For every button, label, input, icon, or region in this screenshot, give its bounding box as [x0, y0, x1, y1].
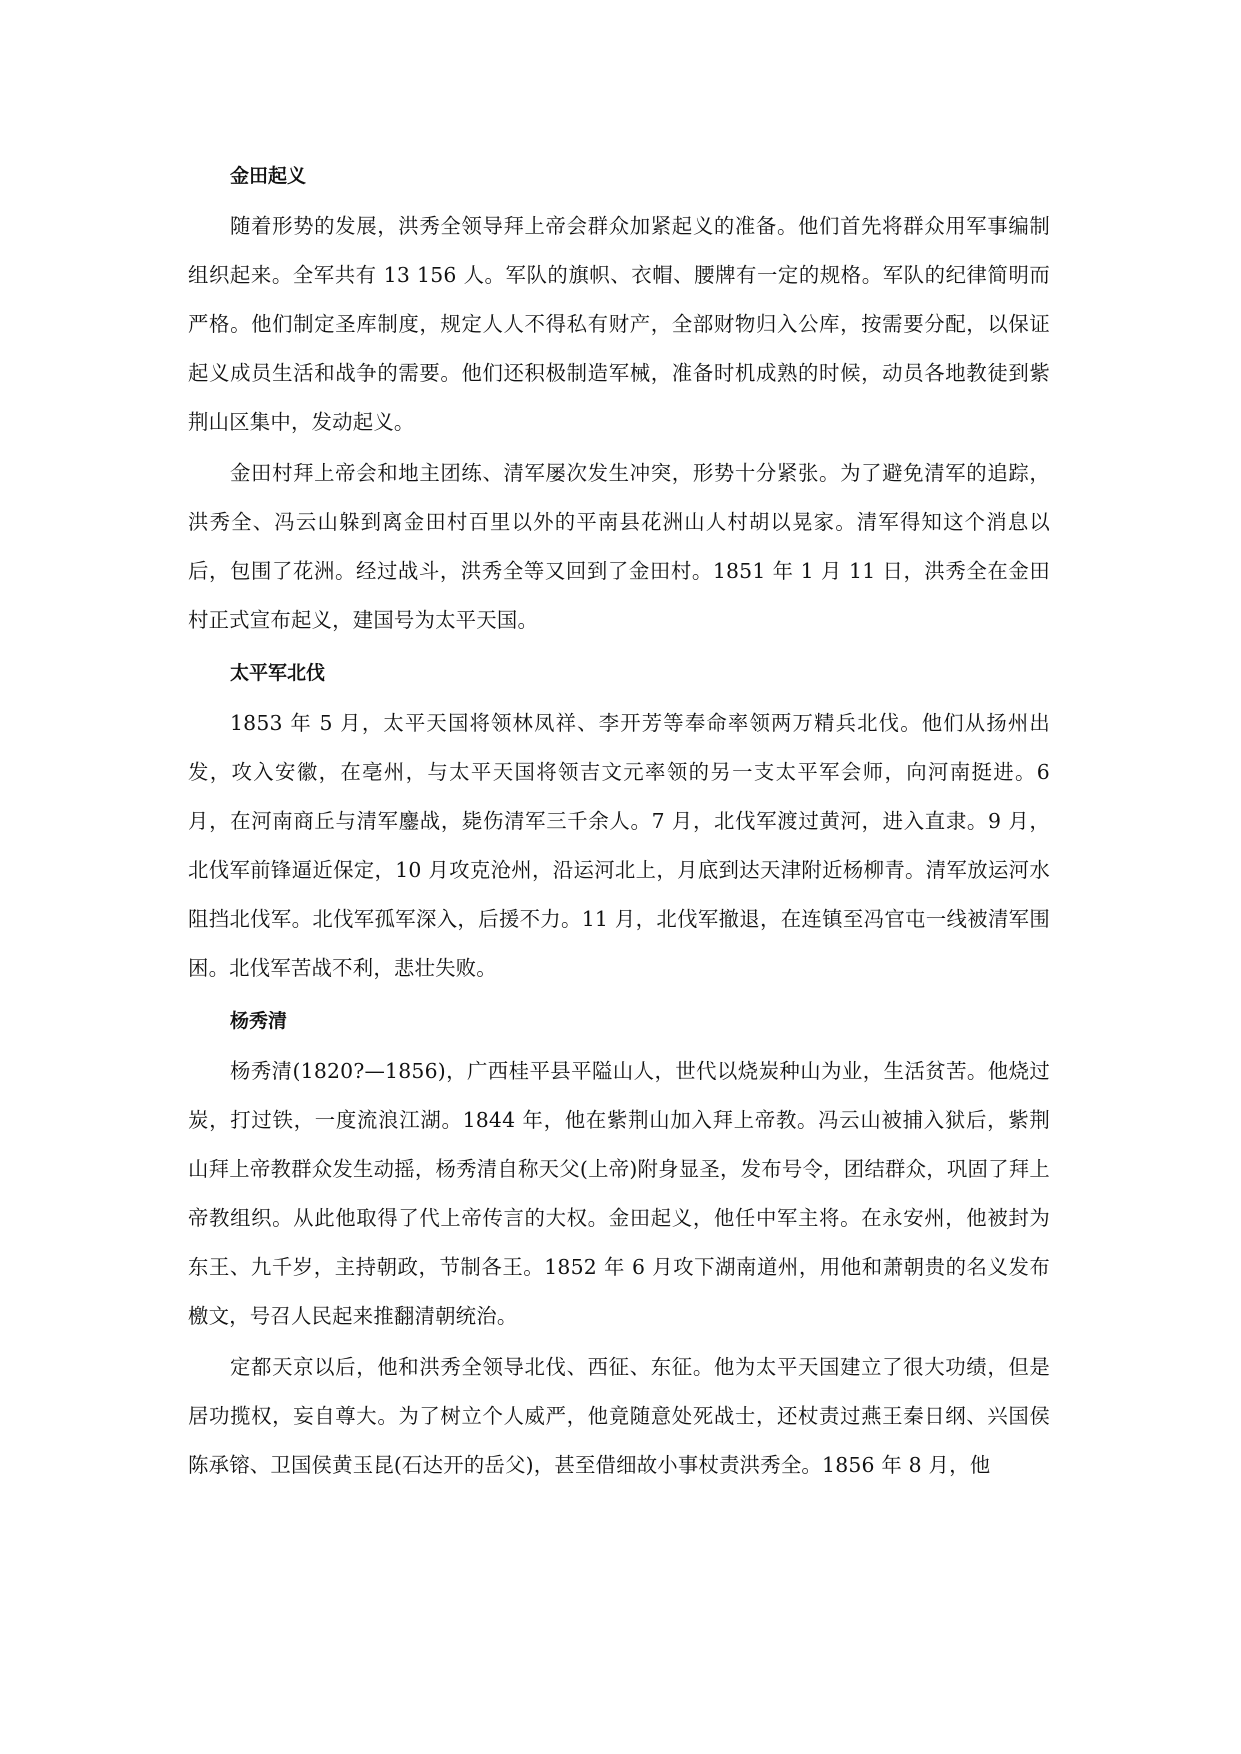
section-heading-yang-xiuqing: 杨秀清 [230, 1010, 288, 1032]
paragraph-jintian-preparation: 随着形势的发展，洪秀全领导拜上帝会群众加紧起义的准备。他们首先将群众用军事编制组织起来。全军共有 13 156 人。军队的旗帜、衣帽、腰牌有一定的规格。军队的纪律简明而严格。他们制定圣库制度，规定人人不得私有财产，全部财物归入公库，按需要分配，以保证起义成员生活和战争的需要。他们还积极制造军械，准备时机成熟的时候，动员各地教徒到紫荆山区集中，发动起义。 [188, 214, 1050, 434]
paragraph-jintian-conflict: 金田村拜上帝会和地主团练、清军屡次发生冲突，形势十分紧张。为了避免清军的追踪，洪秀全、冯云山躲到离金田村百里以外的平南县花洲山人村胡以晃家。清军得知这个消息以后，包围了花洲。经过战斗，洪秀全等又回到了金田村。1851 年 1 月 11 日，洪秀全在金田村正式宣布起义，建国号为太平天国。 [188, 461, 1050, 632]
paragraph-yang-xiuqing-biography: 杨秀清(1820?—1856)，广西桂平县平隘山人，世代以烧炭种山为业，生活贫苦。他烧过炭，打过铁，一度流浪江湖。1844 年，他在紫荆山加入拜上帝教。冯云山被捕入狱后，紫荆山拜上帝教群众发生动摇，杨秀清自称天父(上帝)附身显圣，发布号令，团结群众，巩固了拜上帝教组织。从此他取得了代上帝传言的大权。金田起义，他任中军主将。在永安州，他被封为东王、九千岁，主持朝政，节制各王。1852 年 6 月攻下湖南道州，用他和萧朝贵的名义发布檄文，号召人民起来推翻清朝统治。 [188, 1059, 1050, 1328]
paragraph-yang-xiuqing-tianjing: 定都天京以后，他和洪秀全领导北伐、西征、东征。他为太平天国建立了很大功绩，但是居功揽权，妄自尊大。为了树立个人威严，他竟随意处死战士，还杖责过燕王秦日纲、兴国侯陈承镕、卫国侯黄玉昆(石达开的岳父)，甚至借细故小事杖责洪秀全。1856 年 8 月，他 [188, 1355, 1050, 1477]
document-page [188, 150, 1050, 1490]
paragraph-northern-expedition: 1853 年 5 月，太平天国将领林凤祥、李开芳等奉命率领两万精兵北伐。他们从扬州出发，攻入安徽，在亳州，与太平天国将领吉文元率领的另一支太平军会师，向河南挺进。6 月，在河南商丘与清军鏖战，毙伤清军三千余人。7 月，北伐军渡过黄河，进入直隶。9 月，北伐军前锋逼近保定，10 月攻克沧州，沿运河北上，月底到达天津附近杨柳青。清军放运河水阻挡北伐军。北伐军孤军深入，后援不力。11 月，北伐军撤退，在连镇至冯官屯一线被清军围困。北伐军苦战不利，悲壮失败。 [188, 711, 1050, 980]
section-heading-northern-expedition: 太平军北伐 [230, 662, 326, 684]
section-heading-jintian-uprising: 金田起义 [230, 165, 307, 187]
